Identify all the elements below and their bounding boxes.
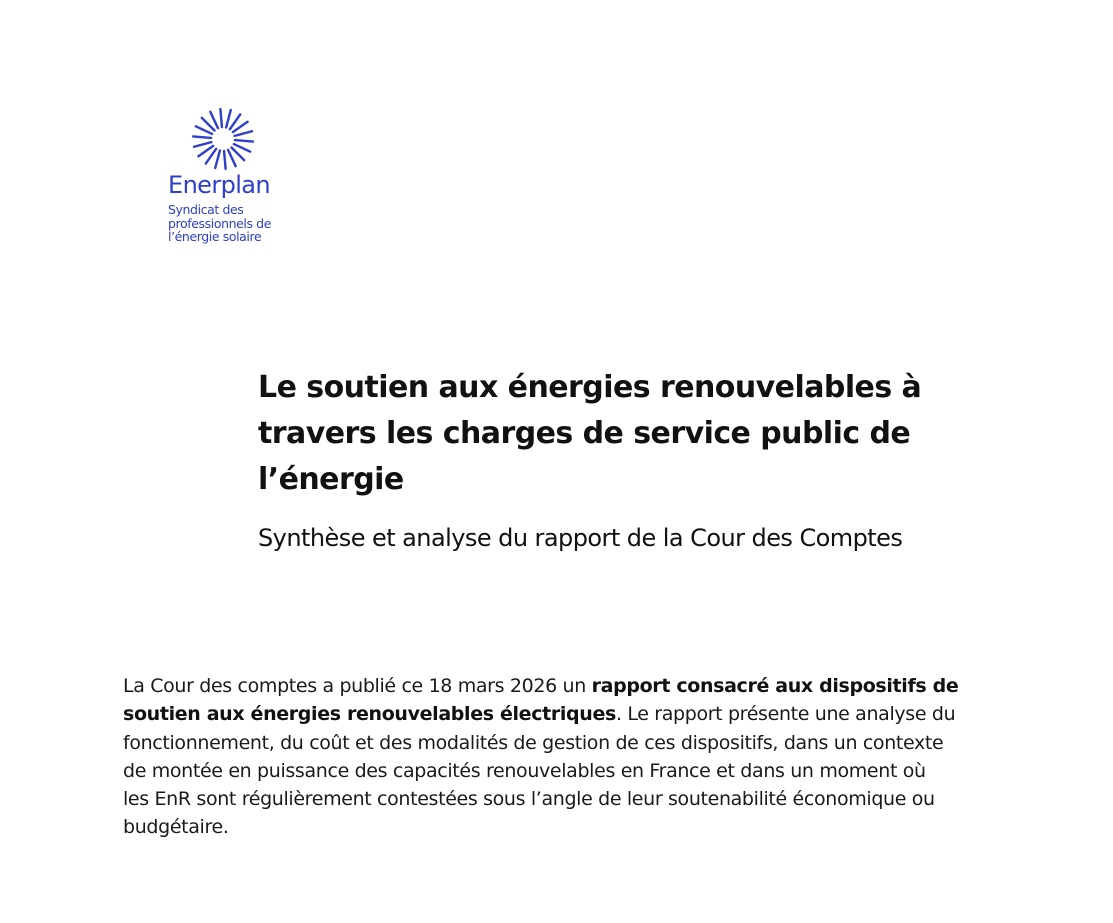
sun-ray <box>210 112 218 128</box>
paragraph-line: de montée en puissance des capacités renouvelables en France et dans un moment où <box>123 759 926 782</box>
sun-ray <box>226 110 231 127</box>
logo-tagline-line: Syndicat des <box>168 202 244 217</box>
sun-ray <box>215 151 220 168</box>
sun-ray <box>194 142 211 147</box>
intro-paragraph <box>123 672 993 842</box>
title-line: l’énergie <box>258 462 404 497</box>
bold-run: rapport consacré aux dispositifs de <box>591 675 959 697</box>
sun-ray <box>231 147 244 160</box>
logo-tagline-line: professionnels de <box>168 215 272 231</box>
paragraph-line: les EnR sont régulièrement contestées sous l’angle de leur soutenabilité économique ou <box>123 788 935 811</box>
sun-ray <box>235 140 253 142</box>
document-title <box>258 365 998 503</box>
logo-name: Enerplan <box>168 171 271 199</box>
paragraph-line <box>123 700 993 728</box>
sun-ray <box>196 126 212 134</box>
sun-ray <box>220 109 222 127</box>
paragraph-line: budgétaire. <box>123 816 229 839</box>
sun-ray <box>202 118 215 131</box>
text-run: . Le rapport présente une analyse du <box>615 703 956 726</box>
sun-ray <box>193 136 211 138</box>
sun-ray <box>235 131 252 136</box>
paragraph-line <box>123 672 993 700</box>
logo-tagline <box>168 203 271 244</box>
sun-ray <box>228 150 236 166</box>
text-run: La Cour des comptes a publié ce 18 mars 2026 un <box>123 675 592 697</box>
title-line: Le soutien aux énergies renouvelables à <box>258 370 922 405</box>
bold-run: soutien aux énergies renouvelables électriques <box>123 703 616 726</box>
sun-ray <box>224 151 226 169</box>
paragraph-line: fonctionnement, du coût et des modalités de gestion de ces dispositifs, dans un contexte <box>123 731 944 754</box>
logo-tagline-line: l’énergie solaire <box>168 229 262 244</box>
title-line: travers les charges de service public de <box>258 416 911 451</box>
document-subtitle: Synthèse et analyse du rapport de la Cour des Comptes <box>258 524 903 552</box>
sun-rays-icon <box>190 106 256 172</box>
sun-ray <box>234 144 250 152</box>
